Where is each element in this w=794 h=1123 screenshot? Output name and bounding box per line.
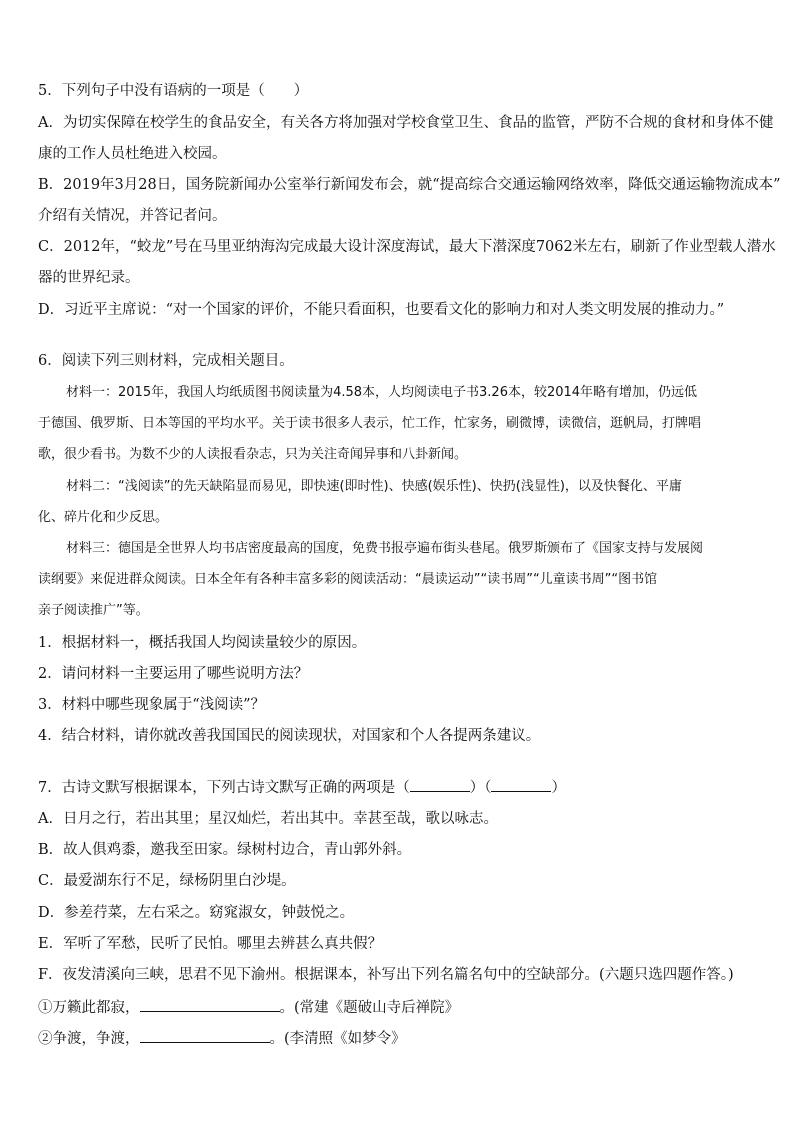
fill-in-line-2: [38, 1028, 758, 1049]
q6-material3-line3: 亲子阅读推广”等。: [38, 603, 149, 618]
q5-option-d: D．习近平主席说：“对一个国家的评价，不能只看面积，也要看文化的影响力和对人类文明发展的推动力。”: [38, 302, 725, 318]
q6-material3-line1: 材料三：德国是全世界人均书店密度最高的国度，免费书报亭遍布街头巷尾。俄罗斯颁布了《国家支持与发展阅: [66, 541, 704, 556]
q6-material1-line1: 材料一：2015年，我国人均纸质图书阅读量为4.58本，人均阅读电子书3.26本，较2014年略有增加，仍远低: [66, 385, 698, 400]
fill-in-line-1: [38, 997, 758, 1018]
fill-in-1-prefix: ①万籁此都寂，: [38, 1000, 140, 1016]
q5-option-c-line1: C．2012年，“蛟龙”号在马里亚纳海沟完成最大设计深度海试，最大下潜深度7062米左右，刷新了作业型载人潜水: [38, 239, 776, 255]
q6-material2-line2: 化、碎片化和少反思。: [38, 510, 169, 525]
q7-stem-text: 7．古诗文默写根据课本，下列古诗文默写正确的两项是（: [38, 780, 410, 796]
q5-option-b-line2: 介绍有关情况，并答记者问。: [38, 208, 227, 224]
fill-in-blank-1[interactable]: [140, 997, 280, 1012]
fill-in-2-prefix: ②争渡，争渡，: [38, 1031, 140, 1047]
q6-material1-line3: 歌，很少看书。为数不少的人读报看杂志，只为关注奇闻异事和八卦新闻。: [38, 447, 468, 462]
answer-blank-1[interactable]: [410, 777, 470, 792]
q6-material2-line1: 材料二：“浅阅读”的先天缺陷显而易见，即快速(即时性)、快感(娱乐性)、快扔(浅显性)，以及快餐化、平庸: [66, 479, 682, 494]
fill-in-blank-2[interactable]: [140, 1028, 270, 1043]
q6-subquestion-2: 2．请问材料一主要运用了哪些说明方法？: [38, 666, 309, 682]
fill-in-1-source: 。(常建《题破山寺后禅院》: [279, 1000, 460, 1016]
q6-material3-line2: 读纲要》来促进群众阅读。日本全年有各种丰富多彩的阅读活动：“晨读运动”“读书周”“儿童读书周”“图书馆: [38, 572, 658, 587]
q7-stem: [38, 777, 758, 798]
q5-option-c-line2: 器的世界纪录。: [38, 270, 140, 286]
q5-option-a-line1: A．为切实保障在校学生的食品安全，有关各方将加强对学校食堂卫生、食品的监管，严防不合规的食材和身体不健: [38, 115, 774, 131]
fill-in-2-source: 。(李清照《如梦令》: [269, 1031, 406, 1047]
q7-option-c: C．最爱湖东行不足，绿杨阴里白沙堤。: [38, 873, 296, 889]
answer-blank-2[interactable]: [491, 777, 551, 792]
q7-option-e: E．军听了军愁，民听了民怕。哪里去辨甚么真共假？: [38, 936, 383, 952]
q6-material1-line2: 于德国、俄罗斯、日本等国的平均水平。关于读书很多人表示，忙工作，忙家务，刷微博，读微信，逛帆局，打牌唱: [38, 416, 702, 431]
q7-stem-close: ）: [551, 780, 566, 796]
q6-subquestion-1: 1．根据材料一，概括我国人均阅读量较少的原因。: [38, 635, 367, 651]
q6-subquestion-4: 4．结合材料，请你就改善我国国民的阅读现状，对国家和个人各提两条建议。: [38, 728, 541, 744]
q6-stem: 6．阅读下列三则材料，完成相关题目。: [38, 353, 294, 369]
q7-option-b: B．故人俱鸡黍，邀我至田家。绿树村边合，青山郭外斜。: [38, 842, 412, 858]
q7-option-d: D．参差荇菜，左右采之。窈窕淑女，钟鼓悦之。: [38, 905, 355, 921]
q6-subquestion-3: 3．材料中哪些现象属于“浅阅读”？: [38, 697, 266, 713]
q5-option-b-line1: B．2019年3月28日，国务院新闻办公室举行新闻发布会，就“提高综合交通运输网络效率，降低交通运输物流成本”: [38, 177, 781, 193]
q5-option-a-line2: 康的工作人员杜绝进入校园。: [38, 146, 227, 162]
q7-option-f: F．夜发清溪向三峡，思君不见下渝州。根据课本，补写出下列名篇名句中的空缺部分。(六题只选四题作答。): [38, 967, 734, 983]
q7-stem-separator: ）（: [469, 780, 492, 796]
q5-stem: 5．下列句子中没有语病的一项是（ ）: [38, 83, 309, 99]
q7-option-a: A．日月之行，若出其里；星汉灿烂，若出其中。幸甚至哉，歌以咏志。: [38, 811, 498, 827]
